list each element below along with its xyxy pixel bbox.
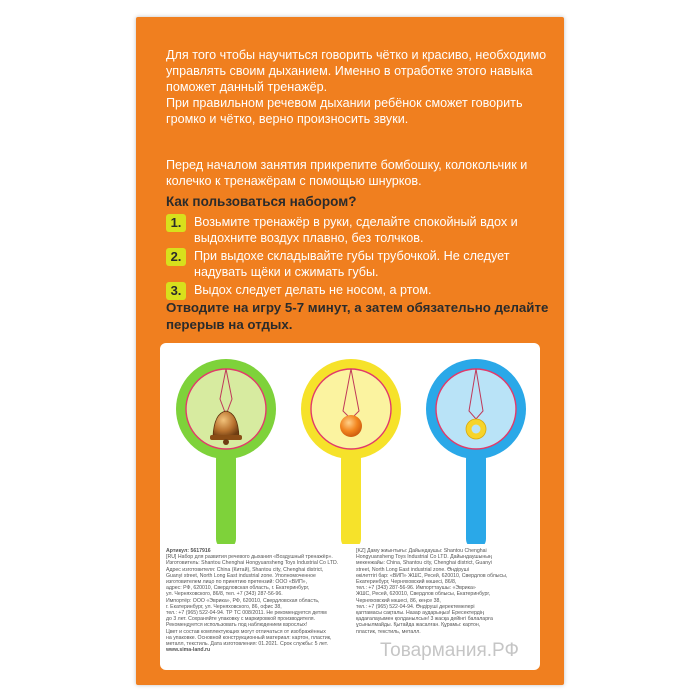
legal-line: адрес: РФ, 620010, Свердловская область, г. Екатеринбург, — [166, 585, 310, 592]
intro-paragraph-2: При правильном речевом дыхании ребёнок сможет говорить громко и чётко, верно произносить звуки. — [166, 96, 523, 126]
step-text: Возьмите тренажёр в руки, сделайте спокойный вдох и выдохните воздух плавно, без толчков. — [194, 215, 518, 245]
legal-line: қадағалауымен қолданылсын! 3 жасқа дейінгі балаларға — [356, 616, 493, 623]
step-text: Выдох следует делать не носом, а ртом. — [194, 283, 432, 297]
legal-line: [KZ] Даму жиынтығы: Дайындаушы: Shantou Chenghai — [356, 548, 487, 554]
trainers-illustration — [160, 343, 540, 555]
legal-line: ЖШС, Ресей, 620010, Свердлов облысы, Екатеринбург, — [356, 591, 491, 598]
legal-line: изготовителем лицо по принятию претензий: ООО «ВИП», — [166, 579, 308, 586]
package-back — [136, 17, 564, 685]
legal-line: Guanyi street, North Long East industrial zone. Уполномоченное — [166, 572, 316, 579]
trainer-handle — [341, 449, 361, 549]
legal-line: тел.: +7 (965) 522-04-94. ТР ТС 008/2011. Не рекомендуется детям — [166, 610, 327, 617]
intro-paragraph-1: Для того чтобы научиться говорить чётко и красиво, необходимо управлять своим дыханием. Именно в отработке этого навыка поможет данный тренажёр. — [166, 48, 547, 94]
legal-line: мекенжайы: China, Shantou city, Chenghai district, Guanyi — [356, 560, 492, 567]
legal-line: Екатеринбург, Черняховский көшесі, 86/8, — [356, 579, 457, 586]
trainer-handle — [216, 449, 236, 549]
legal-line: қаптамасы сақталы. Назар аударыңыз! Ересектердің — [356, 610, 484, 617]
legal-line: тел.: +7 (343) 287-56-96. Импорттаушы: «Эврика» — [356, 585, 476, 592]
step-text: При выдохе складывайте губы трубочкой. Не следует надувать щёки и сжимать губы. — [194, 249, 510, 279]
step-number: 3. — [166, 282, 186, 300]
legal-line: Артикул: 5617916 — [166, 548, 211, 554]
website-link[interactable]: www.sima-land.ru — [166, 647, 211, 654]
trainer-handle — [466, 449, 486, 549]
legal-line: Hongyuansheng Toys Industrial Co LTD. Дайындаушының — [356, 554, 492, 561]
intro-text — [166, 47, 556, 127]
legal-line: Цвет и состав комплектующих могут отличаться от изображённых — [166, 628, 326, 635]
step-number: 2. — [166, 248, 186, 266]
steps-list — [166, 214, 556, 300]
watermark: Товармания.РФ — [380, 640, 519, 661]
legal-line: пластик, текстиль, металл. — [356, 628, 421, 635]
legal-line: street, North Long East industrial zone. Өндіруші — [356, 566, 469, 573]
legal-line: Рекомендуется использовать под наблюдением взрослых! — [166, 622, 308, 629]
legal-line: өкілеттігі бар: «ВИП» ЖШС, Ресей, 620010, Свердлов облысы, — [356, 572, 508, 579]
legal-line: Черняховский көшесі, 86, кеңсе 38, — [356, 597, 441, 604]
step-number: 1. — [166, 214, 186, 232]
legal-line: на упаковке. Основной конструкционный материал: картон, пластик, — [166, 634, 332, 641]
legal-line: г. Екатеринбург, ул. Черняховского, 86, офис 38, — [166, 603, 282, 610]
legal-line: [RU] Набор для развития речевого дыхания «Воздушный тренажёр». — [166, 554, 333, 561]
legal-line: металл, текстиль. Дата изготовления: 01.2021. Срок службы: 5 лет. — [166, 641, 328, 648]
legal-line: Изготовитель: Shantou Chenghai Hongyuansheng Toys Industrial Co LTD. — [166, 560, 339, 567]
trainers-svg — [160, 343, 540, 555]
legal-line: ұсынылмайды. Қытайда жасалған. Құрамы: картон, — [356, 622, 481, 629]
list-item — [166, 282, 556, 298]
trainer-bell — [176, 359, 276, 549]
trainer-pompom — [301, 359, 401, 549]
play-time-warning: Отводите на игру 5-7 минут, а затем обязательно делайте перерыв на отдых. — [166, 300, 549, 332]
instruction-text: Перед началом занятия прикрепите бомбошку, колокольчик и колечко к тренажёрам с помощью шнурков. — [166, 158, 528, 188]
list-item — [166, 248, 556, 280]
legal-column-ru — [166, 548, 342, 653]
list-item — [166, 214, 556, 246]
trainer-ring — [426, 359, 526, 549]
legal-column-kz — [356, 548, 532, 635]
legal-line: до 3 лет. Сохраняйте упаковку с маркировкой производителя. — [166, 616, 316, 623]
legal-line: тел.: +7 (965) 522-04-94. Өндіруші деректемелері — [356, 603, 475, 610]
legal-line: Адрес изготовителя: China (Китай), Shantou city, Chenghai district, — [166, 566, 324, 573]
howto-heading: Как пользоваться набором? — [166, 194, 357, 209]
legal-line: ул. Черняховского, 86/8, тел. +7 (343) 287-56-96. — [166, 591, 283, 598]
legal-line: Импортёр: ООО «Эврика», РФ, 620010, Свердловская область, — [166, 597, 320, 604]
pompom-icon — [340, 415, 362, 437]
ring-icon — [466, 419, 486, 439]
